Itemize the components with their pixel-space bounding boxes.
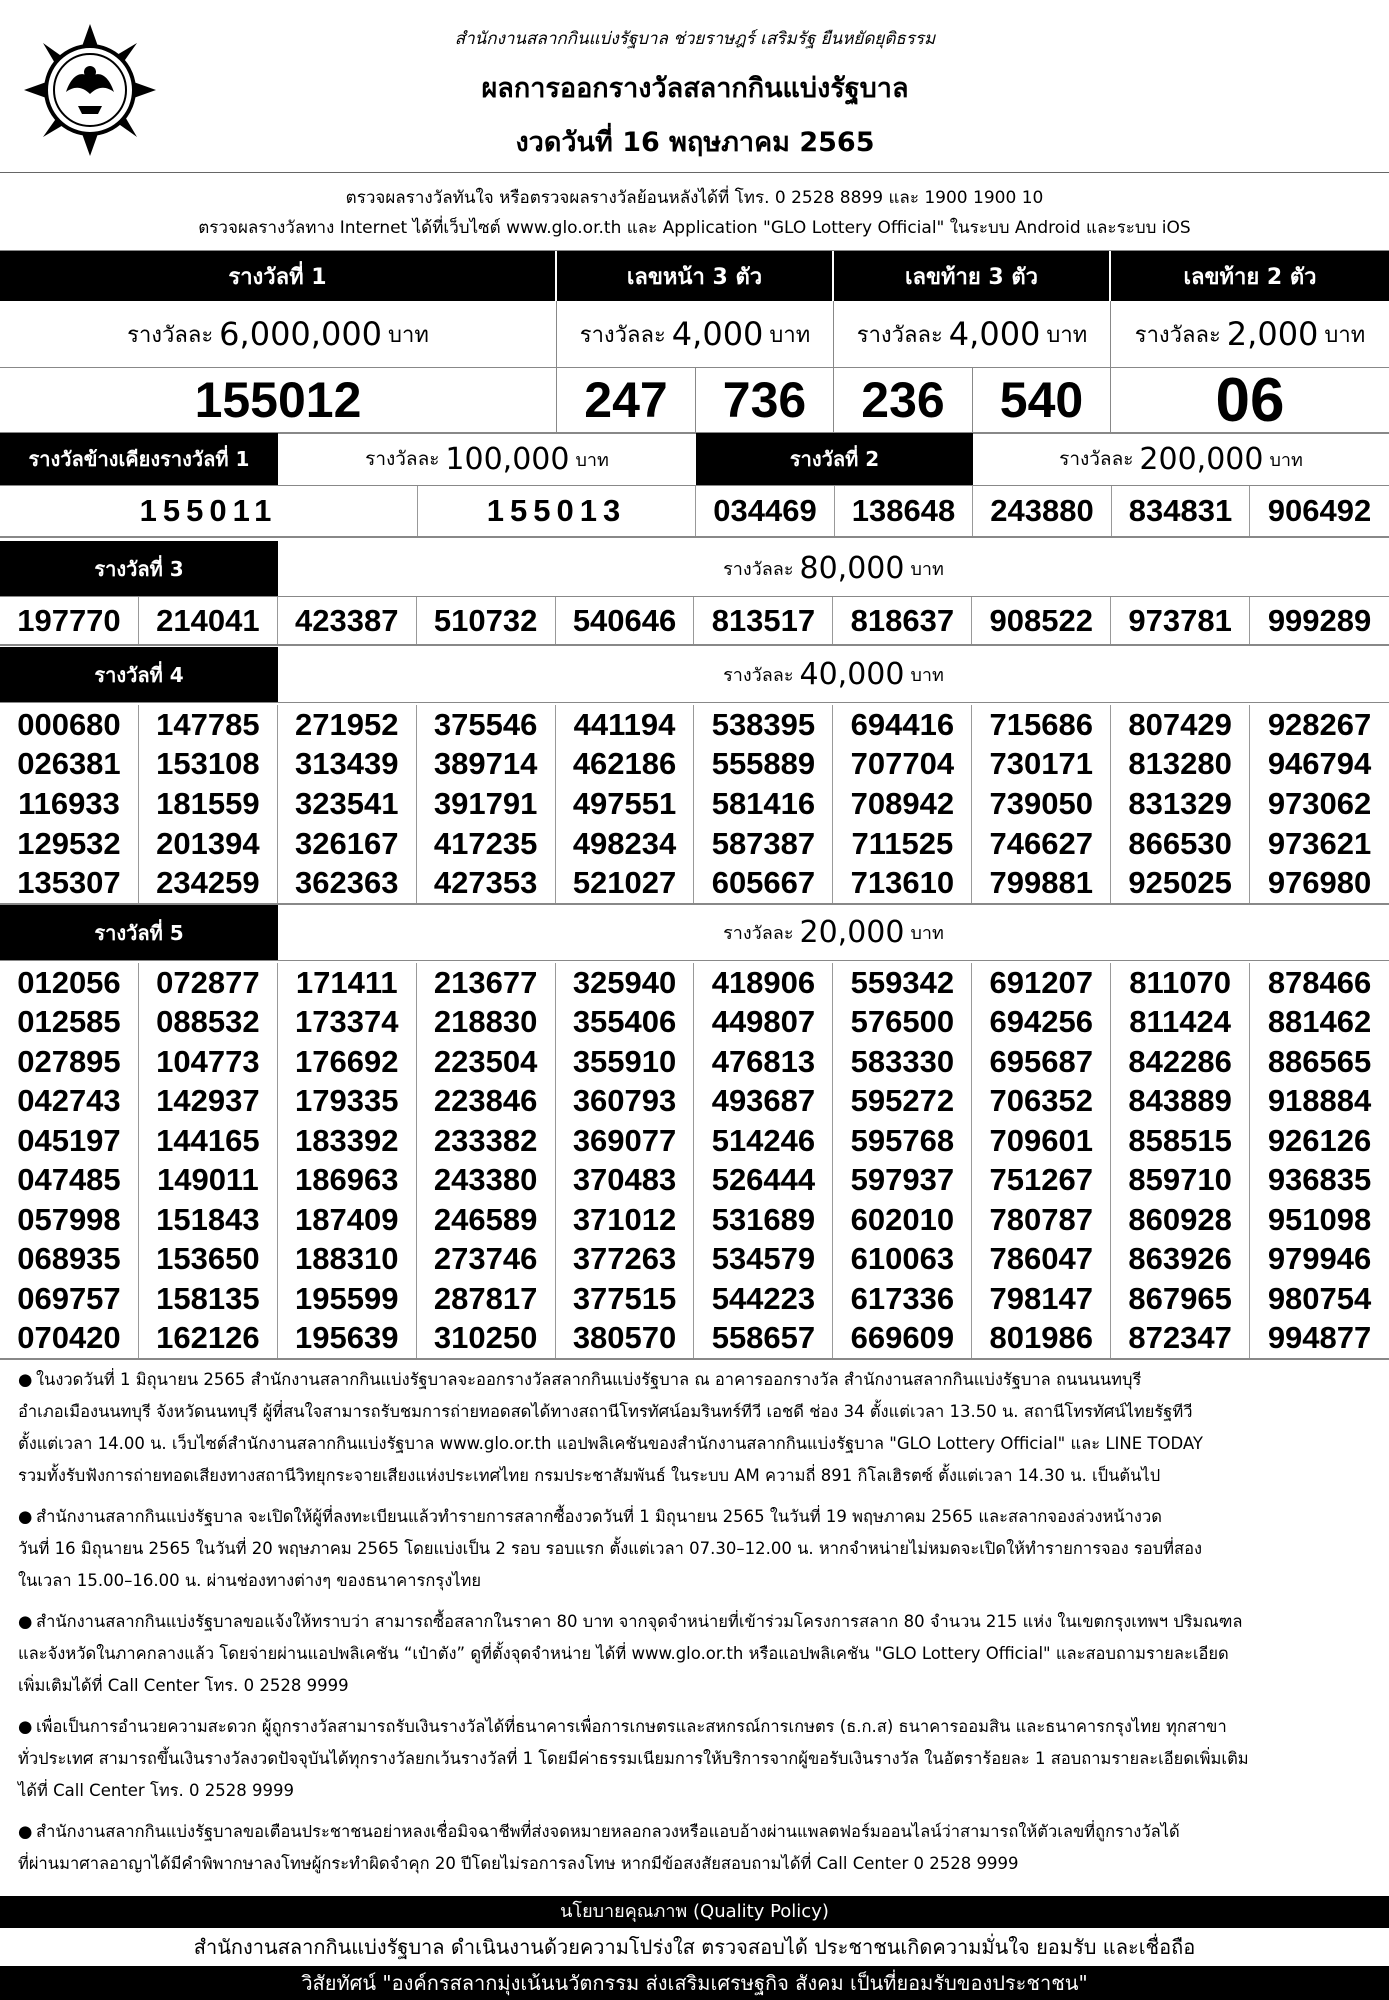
fourth-prize-number: 326167	[278, 824, 417, 864]
fourth-prize-number: 831329	[1111, 784, 1250, 824]
fifth-prize-number: 045197	[0, 1121, 139, 1161]
fifth-prize-label: รางวัลที่ 5	[0, 905, 278, 960]
front3-label: เลขหน้า 3 ตัว	[557, 251, 834, 301]
front3-number: 247	[557, 368, 696, 432]
fifth-prize-amount: รางวัลละ 20,000 บาท	[723, 915, 944, 950]
fifth-prize-number: 012056	[0, 963, 139, 1003]
fourth-prize-number: 201394	[139, 824, 278, 864]
fifth-prize-number: 936835	[1267, 1162, 1372, 1198]
fifth-prize-number: 377515	[556, 1279, 695, 1319]
fourth-prize-number: 417235	[417, 824, 556, 864]
third-prize-numbers	[0, 597, 1389, 646]
fifth-prize-header	[0, 905, 1389, 961]
agency-motto: สำนักงานสลากกินแบ่งรัฐบาล ช่วยราษฎร์ เสริมรัฐ ยืนหยัดยุติธรรม	[454, 29, 936, 49]
fifth-prize-number: 878466	[1267, 964, 1372, 1000]
fifth-prize-number: 858515	[1111, 1121, 1250, 1161]
announcement-line: เพิ่มเติมได้ที่ Call Center โทร. 0 2528 9999	[18, 1676, 349, 1695]
bullet-icon: ●	[18, 1717, 33, 1736]
announcement-line: ในงวดวันที่ 1 มิถุนายน 2565 สำนักงานสลากกินแบ่งรัฐบาลจะออกรางวัลสลากกินแบ่งรัฐบาล ณ อาคารออกรางวัล สำนักงานสลากกินแบ่งรัฐบาล ถนนนนทบุรี	[36, 1370, 1142, 1389]
back2-amount: รางวัลละ 2,000 บาท	[1134, 315, 1366, 353]
fifth-prize-number: 918884	[1267, 1083, 1372, 1119]
fourth-prize-number: 973621	[1267, 825, 1372, 861]
fifth-prize-number: 951098	[1267, 1201, 1372, 1237]
top-prize-numbers	[0, 365, 1389, 435]
second-prize-number: 906492	[1267, 493, 1372, 528]
second-prize-number: 138648	[835, 486, 973, 536]
announcement-item	[18, 1816, 1373, 1880]
quality-policy-text: สำนักงานสลากกินแบ่งรัฐบาล ดำเนินงานด้วยความโปร่งใส ตรวจสอบได้ ประชาชนเกิดความมั่นใจ ยอมรับ และเชื่อถือ	[193, 1935, 1196, 1959]
third-prize-number: 813517	[694, 597, 833, 644]
fifth-prize-number: 355910	[556, 1042, 695, 1082]
check-internet-info: ตรวจผลรางวัลทาง Internet ได้ที่เว็บไซต์ www.glo.or.th และ Application "GLO Lottery Official" ในระบบ Android และระบบ iOS	[198, 218, 1191, 238]
fourth-prize-number: 707704	[833, 745, 972, 785]
fifth-prize-number: 186963	[278, 1161, 417, 1201]
fourth-prize-number: 129532	[0, 824, 139, 864]
fifth-prize-number: 926126	[1267, 1122, 1372, 1158]
fifth-prize-number: 223846	[417, 1082, 556, 1122]
announcement-line: ที่ผ่านมาศาลอาญาได้มีคำพิพากษาลงโทษผู้กระทำผิดจำคุก 20 ปีโดยไม่รอการลงโทษ หากมีข้อสงสัยสอบถามได้ที่ Call Center 0 2528 9999	[18, 1854, 1019, 1873]
fourth-prize-number: 946794	[1267, 746, 1372, 782]
fourth-prize-number: 147785	[139, 705, 278, 745]
fifth-prize-number: 610063	[833, 1240, 972, 1280]
fifth-prize-number: 149011	[139, 1161, 278, 1201]
fifth-prize-number: 979946	[1267, 1241, 1372, 1277]
front3-amount: รางวัลละ 4,000 บาท	[557, 301, 834, 367]
front3-number: 736	[696, 368, 834, 432]
fourth-prize-number: 116933	[0, 784, 139, 824]
fifth-prize-number: 881462	[1267, 1004, 1372, 1040]
fifth-prize-number: 144165	[139, 1121, 278, 1161]
fifth-prize-number: 476813	[694, 1042, 833, 1082]
fourth-prize-number: 925025	[1111, 863, 1250, 903]
fourth-prize-number: 739050	[972, 784, 1111, 824]
fourth-prize-header	[0, 647, 1389, 703]
vision-statement: วิสัยทัศน์ "องค์กรสลากมุ่งเน้นนวัตกรรม ส่งเสริมเศรษฐกิจ สังคม เป็นที่ยอมรับของประชาชน"	[0, 1966, 1389, 2000]
fifth-prize-number: 558657	[694, 1319, 833, 1359]
fifth-prize-number: 233382	[417, 1121, 556, 1161]
quality-policy-heading: นโยบายคุณภาพ (Quality Policy)	[0, 1896, 1389, 1928]
fourth-prize-number: 730171	[972, 745, 1111, 785]
fourth-prize-number: 362363	[278, 863, 417, 903]
third-prize-number: 908522	[972, 597, 1111, 644]
third-prize-number: 197770	[0, 597, 139, 644]
fifth-prize-number: 369077	[556, 1121, 695, 1161]
fourth-prize-number: 026381	[0, 745, 139, 785]
fifth-prize-number: 669609	[833, 1319, 972, 1359]
fifth-prize-number: 027895	[0, 1042, 139, 1082]
fifth-prize-number: 213677	[417, 963, 556, 1003]
bullet-icon: ●	[18, 1822, 33, 1841]
fifth-prize-number: 780787	[972, 1200, 1111, 1240]
second-prize-label: รางวัลที่ 2	[696, 433, 973, 485]
fifth-prize-number: 811070	[1111, 963, 1250, 1003]
top-prize-headers	[0, 251, 1389, 301]
fifth-prize-number: 843889	[1111, 1082, 1250, 1122]
fifth-prize-number: 151843	[139, 1200, 278, 1240]
fourth-prize-number: 713610	[833, 863, 972, 903]
fourth-prize-number: 000680	[0, 705, 139, 745]
second-prize-number: 034469	[696, 486, 835, 536]
second-prize-number: 834831	[1112, 486, 1250, 536]
announcement-item	[18, 1364, 1373, 1492]
announcement-item	[18, 1501, 1373, 1597]
fourth-prize-number: 746627	[972, 824, 1111, 864]
fifth-prize-number: 153650	[139, 1240, 278, 1280]
fifth-prize-number: 187409	[278, 1200, 417, 1240]
fourth-prize-number: 708942	[833, 784, 972, 824]
top-prize-amounts	[0, 301, 1389, 368]
fifth-prize-number: 223504	[417, 1042, 556, 1082]
announcement-line: ได้ที่ Call Center โทร. 0 2528 9999	[18, 1781, 295, 1800]
fifth-prize-number: 798147	[972, 1279, 1111, 1319]
announcement-line: สำนักงานสลากกินแบ่งรัฐบาล จะเปิดให้ผู้ที่ลงทะเบียนแล้วทำรายการสลากซื้องวดวันที่ 1 มิถุนายน 2565 ในวันที่ 19 พฤษภาคม 2565 และสลากจองล่วงหน้างวด	[36, 1507, 1162, 1526]
fifth-prize-number: 709601	[972, 1121, 1111, 1161]
fourth-prize-number: 389714	[417, 745, 556, 785]
announcement-line: ทั่วประเทศ สามารถขึ้นเงินรางวัลงวดปัจจุบันได้ทุกรางวัลยกเว้นรางวัลที่ 1 โดยมีค่าธรรมเนียมการให้บริการจากผู้ขอรับเงินรางวัล ในอัตราร้อยละ 1 สอบถามรายละเอียดเพิ่มเติม	[18, 1749, 1249, 1768]
fifth-prize-number: 531689	[694, 1200, 833, 1240]
fifth-prize-number: 534579	[694, 1240, 833, 1280]
first-prize-amount: รางวัลละ 6,000,000 บาท	[0, 301, 557, 367]
fourth-prize-number: 313439	[278, 745, 417, 785]
fifth-prize-number: 273746	[417, 1240, 556, 1280]
fifth-prize-number: 179335	[278, 1082, 417, 1122]
fifth-prize-number: 980754	[1267, 1280, 1372, 1316]
fifth-prize-number: 514246	[694, 1121, 833, 1161]
announcement-line: เพื่อเป็นการอำนวยความสะดวก ผู้ถูกรางวัลสามารถรับเงินรางวัลได้ที่ธนาคารเพื่อการเกษตรและสหกรณ์การเกษตร (ธ.ก.ส) ธนาคารออมสิน และธนาคารกรุงไทย ทุกสาขา	[36, 1717, 1227, 1736]
fourth-prize-number: 181559	[139, 784, 278, 824]
near-first-number: 155011	[0, 486, 418, 536]
fifth-prize-number: 597937	[833, 1161, 972, 1201]
fifth-prize-number: 694256	[972, 1003, 1111, 1043]
back3-number: 540	[973, 368, 1111, 432]
fourth-prize-number: 694416	[833, 705, 972, 745]
fifth-prize-number: 371012	[556, 1200, 695, 1240]
fifth-prize-number: 449807	[694, 1003, 833, 1043]
draw-date: งวดวันที่ 16 พฤษภาคม 2565	[515, 127, 875, 158]
back3-number: 236	[834, 368, 973, 432]
fourth-prize-number: 807429	[1111, 705, 1250, 745]
fifth-prize-number: 072877	[139, 963, 278, 1003]
fifth-prize-number: 602010	[833, 1200, 972, 1240]
fifth-prize	[0, 905, 1389, 1360]
fifth-prize-number: 617336	[833, 1279, 972, 1319]
near-second-numbers	[0, 486, 1389, 538]
fourth-prize-number: 715686	[972, 705, 1111, 745]
announcement-line: ตั้งแต่เวลา 14.00 น. เว็บไซต์สำนักงานสลากกินแบ่งรัฐบาล www.glo.or.th แอปพลิเคชันของสำนักงานสลากกินแบ่งรัฐบาล "GLO Lottery Official" และ LINE TODAY	[18, 1434, 1203, 1453]
fifth-prize-number: 695687	[972, 1042, 1111, 1082]
fifth-prize-number: 886565	[1267, 1043, 1372, 1079]
fifth-prize-number: 595272	[833, 1082, 972, 1122]
fifth-prize-number: 355406	[556, 1003, 695, 1043]
fifth-prize-number: 576500	[833, 1003, 972, 1043]
fifth-prize-number: 526444	[694, 1161, 833, 1201]
fifth-prize-number: 057998	[0, 1200, 139, 1240]
fourth-prize-number: 711525	[833, 824, 972, 864]
fifth-prize-number: 310250	[417, 1319, 556, 1359]
top-prizes	[0, 250, 1389, 434]
header	[0, 0, 1389, 173]
near-first-number: 155013	[418, 486, 696, 536]
fifth-prize-number: 176692	[278, 1042, 417, 1082]
fifth-prize-number: 380570	[556, 1319, 695, 1359]
page-title: ผลการออกรางวัลสลากกินแบ่งรัฐบาล	[481, 73, 909, 104]
fifth-prize-number: 104773	[139, 1042, 278, 1082]
fifth-prize-number: 218830	[417, 1003, 556, 1043]
fifth-prize-number: 069757	[0, 1279, 139, 1319]
third-prize-number: 973781	[1111, 597, 1250, 644]
third-prize	[0, 541, 1389, 646]
fourth-prize-number: 441194	[556, 705, 695, 745]
third-prize-number: 999289	[1267, 602, 1372, 638]
fifth-prize-number: 418906	[694, 963, 833, 1003]
announcement-item	[18, 1606, 1373, 1702]
fourth-prize-number: 976980	[1267, 865, 1372, 901]
bullet-icon: ●	[18, 1507, 33, 1526]
fourth-prize-number: 462186	[556, 745, 695, 785]
third-prize-amount: รางวัลละ 80,000 บาท	[723, 551, 944, 586]
announcement-line: และจังหวัดในภาคกลางแล้ว โดยจ่ายผ่านแอปพลิเคชัน “เป๋าตัง” ดูที่ตั้งจุดจำหน่าย ได้ที่ www.glo.or.th หรือแอปพลิเคชัน "GLO Lottery Official" และสอบถามรายละเอียด	[18, 1644, 1229, 1663]
fourth-prize-number: 271952	[278, 705, 417, 745]
fifth-prize-number: 706352	[972, 1082, 1111, 1122]
fifth-prize-number: 088532	[139, 1003, 278, 1043]
announcement-line: สำนักงานสลากกินแบ่งรัฐบาลขอแจ้งให้ทราบว่า สามารถซื้อสลากในราคา 80 บาท จากจุดจำหน่ายที่เข้าร่วมโครงการสลาก 80 จำนวน 215 แห่ง ในเขตกรุงเทพฯ ปริมณฑล	[36, 1612, 1243, 1631]
back3-amount: รางวัลละ 4,000 บาท	[834, 301, 1111, 367]
fourth-prize-label: รางวัลที่ 4	[0, 647, 278, 702]
fifth-prize-number: 047485	[0, 1161, 139, 1201]
fifth-prize-number: 162126	[139, 1319, 278, 1359]
third-prize-number: 818637	[833, 597, 972, 644]
fifth-prize-number: 142937	[139, 1082, 278, 1122]
fifth-prize-number: 867965	[1111, 1279, 1250, 1319]
announcement-line: อำเภอเมืองนนทบุรี จังหวัดนนทบุรี ผู้ที่สนใจสามารถรับชมการถ่ายทอดสดได้ทางสถานีโทรทัศน์อมรินทร์ทีวี เอชดี ช่อง 34 ตั้งแต่เวลา 13.50 น. สถานีโทรทัศน์ไทยรัฐทีวี	[18, 1402, 1193, 1421]
fifth-prize-number: 859710	[1111, 1161, 1250, 1201]
fifth-prize-number: 595768	[833, 1121, 972, 1161]
third-prize-number: 423387	[278, 597, 417, 644]
fifth-prize-number: 994877	[1267, 1320, 1372, 1356]
fifth-prize-number: 872347	[1111, 1319, 1250, 1359]
fifth-prize-number: 583330	[833, 1042, 972, 1082]
fifth-prize-number: 325940	[556, 963, 695, 1003]
back2-number: 06	[1215, 365, 1285, 435]
fourth-prize-number: 375546	[417, 705, 556, 745]
near-second-header	[0, 433, 1389, 486]
fifth-prize-number: 811424	[1111, 1003, 1250, 1043]
quality-policy	[0, 1896, 1389, 2000]
second-prize-number: 243880	[973, 486, 1112, 536]
fifth-prize-number: 012585	[0, 1003, 139, 1043]
near-first-label: รางวัลข้างเคียงรางวัลที่ 1	[0, 433, 278, 485]
announcement-line: วันที่ 16 มิถุนายน 2565 ในวันที่ 20 พฤษภาคม 2565 โดยแบ่งเป็น 2 รอบ รอบแรก ตั้งแต่เวลา 07.30–12.00 น. หากจำหน่ายไม่หมดจะเปิดให้ทำรายการจอง รอบที่สอง	[18, 1539, 1203, 1558]
fifth-prize-number: 860928	[1111, 1200, 1250, 1240]
third-prize-number: 214041	[139, 597, 278, 644]
fourth-prize-number: 555889	[694, 745, 833, 785]
fifth-prize-number: 493687	[694, 1082, 833, 1122]
fourth-prize-number: 973062	[1267, 785, 1372, 821]
fifth-prize-number: 158135	[139, 1279, 278, 1319]
fourth-prize-number: 234259	[139, 863, 278, 903]
check-phone-info: ตรวจผลรางวัลทันใจ หรือตรวจผลรางวัลย้อนหลังได้ที่ โทร. 0 2528 8899 และ 1900 1900 10	[345, 188, 1044, 208]
third-prize-label: รางวัลที่ 3	[0, 541, 278, 596]
fifth-prize-number: 360793	[556, 1082, 695, 1122]
fifth-prize-number: 070420	[0, 1319, 139, 1359]
fourth-prize-number: 497551	[556, 784, 695, 824]
third-prize-number: 510732	[417, 597, 556, 644]
fifth-prize-number: 195639	[278, 1319, 417, 1359]
fifth-prize-number: 171411	[278, 963, 417, 1003]
announcement-item	[18, 1711, 1373, 1807]
fifth-prize-number: 246589	[417, 1200, 556, 1240]
third-prize-number: 540646	[556, 597, 695, 644]
fourth-prize-number: 427353	[417, 863, 556, 903]
announcement-line: รวมทั้งรับฟังการถ่ายทอดเสียงทางสถานีวิทยุกระจายเสียงแห่งประเทศไทย กรมประชาสัมพันธ์ ในระบบ AM ความถี่ 891 กิโลเฮิรตซ์ ตั้งแต่เวลา 14.30 น. เป็นต้นไป	[18, 1466, 1161, 1485]
fifth-prize-number: 751267	[972, 1161, 1111, 1201]
fifth-prize-number: 691207	[972, 963, 1111, 1003]
second-prize-amount: รางวัลละ 200,000 บาท	[1059, 441, 1303, 477]
fourth-prize-number: 581416	[694, 784, 833, 824]
fifth-prize-number: 183392	[278, 1121, 417, 1161]
fourth-prize-number: 799881	[972, 863, 1111, 903]
fifth-prize-number: 786047	[972, 1240, 1111, 1280]
fifth-prize-number: 195599	[278, 1279, 417, 1319]
fifth-prize-number: 801986	[972, 1319, 1111, 1359]
fourth-prize-number: 153108	[139, 745, 278, 785]
fourth-prize-amount: รางวัลละ 40,000 บาท	[723, 657, 944, 692]
fourth-prize-number: 928267	[1267, 706, 1372, 742]
fourth-prize-number: 323541	[278, 784, 417, 824]
fifth-prize-number: 370483	[556, 1161, 695, 1201]
fifth-prize-number: 559342	[833, 963, 972, 1003]
bullet-icon: ●	[18, 1612, 33, 1631]
fifth-prize-number: 287817	[417, 1279, 556, 1319]
glo-emblem-icon	[22, 22, 158, 158]
back3-label: เลขท้าย 3 ตัว	[834, 251, 1111, 301]
fifth-prize-number: 863926	[1111, 1240, 1250, 1280]
fifth-prize-number: 842286	[1111, 1042, 1250, 1082]
back2-label: เลขท้าย 2 ตัว	[1183, 264, 1317, 290]
fourth-prize-number: 135307	[0, 863, 139, 903]
fourth-prize-number: 391791	[417, 784, 556, 824]
fifth-prize-numbers	[0, 961, 1389, 1360]
bullet-icon: ●	[18, 1370, 33, 1389]
fifth-prize-number: 544223	[694, 1279, 833, 1319]
first-prize-number: 155012	[0, 368, 557, 432]
announcements	[18, 1364, 1373, 1889]
near-and-second	[0, 433, 1389, 538]
fourth-prize-numbers	[0, 703, 1389, 905]
fourth-prize-number: 813280	[1111, 745, 1250, 785]
announcement-line: ในเวลา 15.00–16.00 น. ผ่านช่องทางต่างๆ ของธนาคารกรุงไทย	[18, 1571, 482, 1590]
fifth-prize-number: 377263	[556, 1240, 695, 1280]
fourth-prize-number: 538395	[694, 705, 833, 745]
fourth-prize	[0, 647, 1389, 905]
fourth-prize-number: 605667	[694, 863, 833, 903]
fifth-prize-number: 188310	[278, 1240, 417, 1280]
first-prize-label: รางวัลที่ 1	[0, 251, 557, 301]
announcement-line: สำนักงานสลากกินแบ่งรัฐบาลขอเตือนประชาชนอย่าหลงเชื่อมิจฉาชีพที่ส่งจดหมายหลอกลวงหรือแอบอ้างผ่านแพลตฟอร์มออนไลน์ว่าสามารถให้ตัวเลขที่ถูกรางวัลได้	[36, 1822, 1180, 1841]
fifth-prize-number: 068935	[0, 1240, 139, 1280]
fourth-prize-number: 498234	[556, 824, 695, 864]
fifth-prize-number: 173374	[278, 1003, 417, 1043]
near-first-amount: รางวัลละ 100,000 บาท	[365, 441, 609, 477]
fifth-prize-number: 243380	[417, 1161, 556, 1201]
third-prize-header	[0, 541, 1389, 597]
fourth-prize-number: 587387	[694, 824, 833, 864]
fourth-prize-number: 521027	[556, 863, 695, 903]
fifth-prize-number: 042743	[0, 1082, 139, 1122]
fourth-prize-number: 866530	[1111, 824, 1250, 864]
